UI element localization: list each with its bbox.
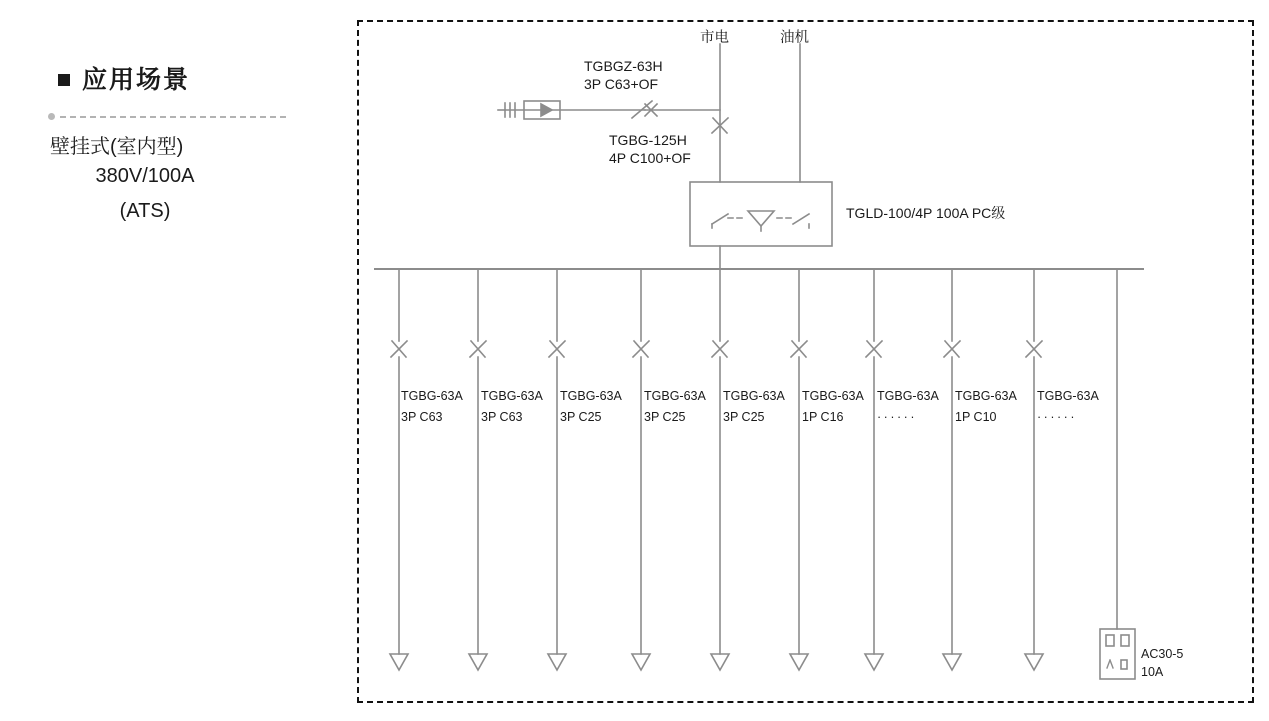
square-bullet-icon — [58, 74, 70, 86]
branch-spec-2: 3P C63 — [481, 410, 523, 424]
left-info-panel — [0, 0, 345, 721]
branch-spec-5: 3P C25 — [723, 410, 765, 424]
branch-model-9: TGBG-63A — [1037, 389, 1099, 403]
rating-label: 380V/100A — [95, 165, 195, 187]
branch-model-6: TGBG-63A — [802, 389, 864, 403]
branch-spec-8: 1P C10 — [955, 410, 997, 424]
main-breaker-spec: 4P C100+OF — [609, 150, 691, 166]
page-title — [58, 60, 190, 96]
branch-model-4: TGBG-63A — [644, 389, 706, 403]
branch-model-7: TGBG-63A — [877, 389, 939, 403]
socket-rating-label: 10A — [1141, 665, 1164, 679]
branch-model-8: TGBG-63A — [955, 389, 1017, 403]
branch-spec-3: 3P C25 — [560, 410, 602, 424]
source-mains-label: 市电 — [700, 30, 729, 46]
main-breaker-model: TGBG-125H — [609, 132, 687, 148]
branch-spec-7: ······ — [877, 410, 917, 424]
socket-model-label: AC30-5 — [1141, 647, 1184, 661]
branch-model-5: TGBG-63A — [723, 389, 785, 403]
mounting-type-label: 壁挂式(室内型) — [50, 136, 184, 158]
branch-spec-4: 3P C25 — [644, 410, 686, 424]
incoming-breaker-model: TGBGZ-63H — [584, 58, 663, 74]
page-title-text: 应用场景 — [82, 66, 191, 94]
branch-model-3: TGBG-63A — [560, 389, 622, 403]
divider-dashes — [60, 116, 286, 118]
divider — [48, 112, 286, 120]
branch-spec-6: 1P C16 — [802, 410, 844, 424]
ats-label: (ATS) — [119, 200, 171, 222]
divider-dot-icon — [48, 113, 55, 120]
diagram-frame — [357, 20, 1254, 703]
branch-model-1: TGBG-63A — [401, 389, 463, 403]
branch-spec-1: 3P C63 — [401, 410, 443, 424]
incoming-breaker-spec: 3P C63+OF — [584, 76, 659, 92]
branch-model-2: TGBG-63A — [481, 389, 543, 403]
branch-spec-9: ······ — [1037, 410, 1077, 424]
ats-device-label: TGLD-100/4P 100A PC级 — [846, 205, 1006, 221]
source-generator-label: 油机 — [780, 30, 809, 46]
